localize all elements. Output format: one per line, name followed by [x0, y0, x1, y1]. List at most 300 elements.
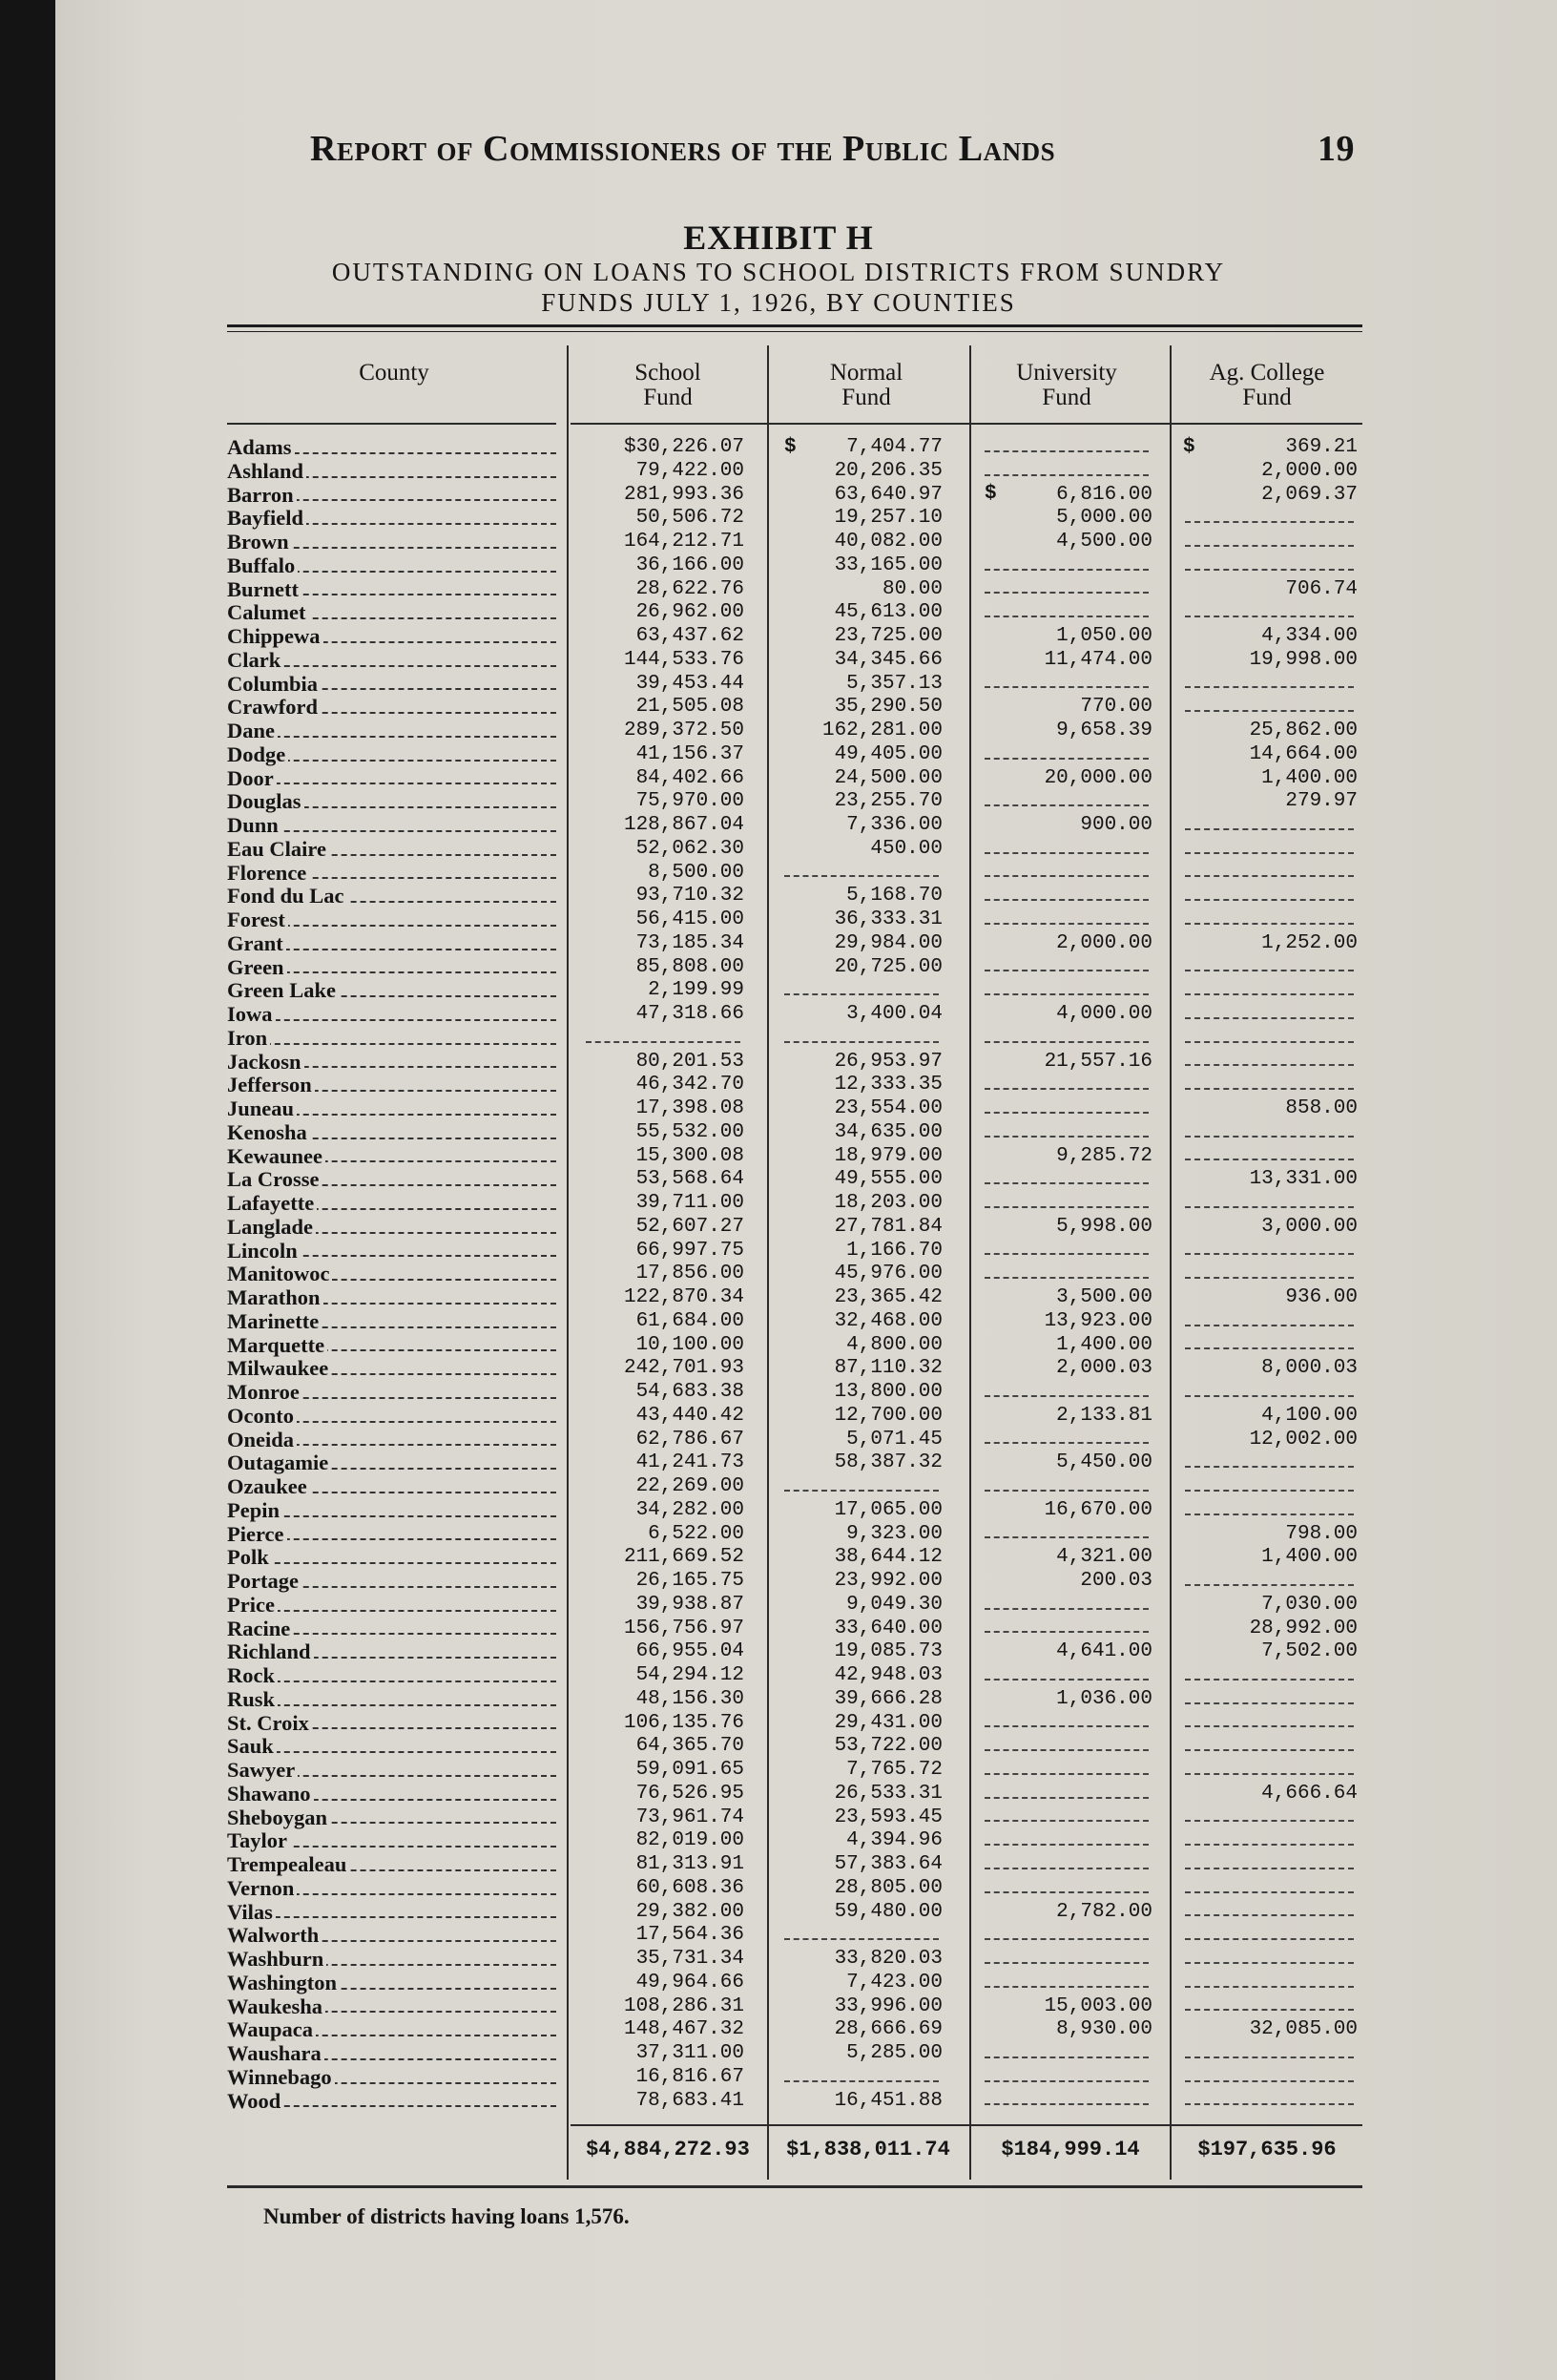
- normal-fund-cell: 5,285.00: [846, 2042, 943, 2064]
- university-fund-cell: [981, 1097, 1152, 1121]
- normal-fund-cell: 32,468.00: [834, 1309, 943, 1332]
- university-fund-cell: 4,321.00: [1056, 1546, 1152, 1569]
- normal-fund-cell: 80.00: [882, 577, 943, 600]
- table-row: [227, 2066, 1362, 2090]
- normal-fund-cell: 28,666.69: [834, 2018, 943, 2041]
- school-fund-cell: 28,622.76: [635, 577, 744, 600]
- county-cell: [227, 1618, 556, 1641]
- university-fund-cell: [981, 1594, 1152, 1618]
- table-row: [227, 908, 1362, 932]
- agcollege-fund-cell: [1181, 1806, 1358, 1830]
- agcollege-fund-cell: [1181, 1995, 1358, 2019]
- total-agcollege: $197,635.96: [1197, 2138, 1337, 2161]
- normal-fund-cell: 20,725.00: [834, 955, 943, 978]
- county-cell: [227, 1216, 556, 1240]
- table-row: [227, 1027, 1362, 1051]
- normal-fund-cell: 26,953.97: [834, 1050, 943, 1073]
- table-row: [227, 932, 1362, 956]
- table-row: [227, 1570, 1362, 1594]
- normal-fund-cell: 38,644.12: [834, 1546, 943, 1569]
- county-cell: [227, 484, 556, 508]
- table-row: [227, 1334, 1362, 1358]
- school-fund-cell: 63,437.62: [635, 625, 744, 647]
- school-fund-cell: $30,226.07: [623, 436, 744, 458]
- school-fund-cell: 76,526.95: [635, 1782, 744, 1805]
- table-row: [227, 1499, 1362, 1523]
- running-head: [310, 128, 1355, 176]
- agcollege-fund-cell: [1181, 956, 1358, 980]
- county-name: Door: [227, 767, 277, 790]
- university-fund-cell: [981, 1618, 1152, 1641]
- normal-fund-cell: 4,800.00: [846, 1333, 943, 1356]
- county-cell: [227, 1381, 556, 1405]
- county-name: Outagamie: [227, 1451, 331, 1474]
- normal-fund-cell: 42,948.03: [834, 1664, 943, 1686]
- table-row: [227, 1145, 1362, 1169]
- county-cell: [227, 1145, 556, 1169]
- county-name: Waupaca: [227, 2018, 316, 2041]
- normal-fund-cell: 162,281.00: [821, 720, 943, 741]
- university-fund-cell: [981, 1972, 1152, 1995]
- header-normal: [771, 361, 962, 410]
- county-name: Jackosn: [227, 1051, 304, 1074]
- university-fund-cell: 1,400.00: [1056, 1333, 1152, 1356]
- school-fund-cell: 80,201.53: [635, 1050, 744, 1073]
- normal-fund-cell: 5,357.13: [846, 672, 943, 695]
- normal-fund-cell: 36,333.31: [834, 908, 943, 930]
- agcollege-fund-cell: 25,862.00: [1249, 720, 1358, 741]
- county-cell: [227, 1357, 556, 1381]
- county-cell: [227, 649, 556, 673]
- county-cell: [227, 1074, 556, 1097]
- county-name: Adams: [227, 436, 295, 459]
- county-name: Trempealeau: [227, 1853, 349, 1876]
- school-fund-cell: 17,856.00: [635, 1263, 744, 1285]
- university-fund-cell: [981, 790, 1152, 814]
- agcollege-fund-cell: 936.00: [1285, 1286, 1358, 1308]
- total-normal: $1,838,011.74: [786, 2138, 950, 2161]
- university-fund-cell: 770.00: [1080, 696, 1152, 719]
- school-fund-cell: 59,091.65: [635, 1759, 744, 1781]
- county-name: Rusk: [227, 1688, 278, 1711]
- table-row: [227, 1759, 1362, 1783]
- school-fund-cell: 35,731.34: [635, 1948, 744, 1970]
- table-row: [227, 1121, 1362, 1145]
- county-cell: [227, 460, 556, 484]
- county-name: Ozaukee: [227, 1475, 310, 1498]
- university-fund-cell: [981, 601, 1152, 625]
- county-name: Marathon: [227, 1286, 323, 1309]
- table-row: [227, 1381, 1362, 1405]
- county-name: Waushara: [227, 2042, 324, 2065]
- table-row: [227, 484, 1362, 508]
- county-table-body: [227, 436, 1362, 2113]
- school-fund-cell: 66,997.75: [635, 1239, 744, 1262]
- university-fund-cell: 2,000.03: [1056, 1357, 1152, 1380]
- county-name: Pepin: [227, 1499, 282, 1522]
- county-cell: [227, 885, 556, 908]
- table-row: [227, 1240, 1362, 1263]
- agcollege-fund-cell: 858.00: [1285, 1097, 1358, 1119]
- footnote: Number of districts having loans 1,576.: [263, 2204, 630, 2228]
- normal-fund-cell: 7,423.00: [846, 1971, 943, 1994]
- table-row: [227, 1618, 1362, 1641]
- normal-fund-cell: [780, 1924, 943, 1948]
- school-fund-cell: 108,286.31: [623, 1994, 744, 2017]
- agcollege-fund-cell: 32,085.00: [1249, 2018, 1358, 2041]
- school-fund-cell: 22,269.00: [635, 1475, 744, 1497]
- normal-fund-cell: 23,554.00: [834, 1097, 943, 1119]
- university-fund-cell: [981, 1121, 1152, 1145]
- county-cell: [227, 1003, 556, 1027]
- school-fund-cell: 8,500.00: [648, 861, 744, 884]
- table-row: [227, 956, 1362, 980]
- school-fund-cell: 122,870.34: [623, 1286, 744, 1308]
- county-name: Manitowoc: [227, 1263, 332, 1285]
- agcollege-fund-cell: 4,334.00: [1261, 625, 1358, 647]
- normal-fund-cell: 45,613.00: [834, 601, 943, 624]
- university-fund-cell: 4,641.00: [1056, 1640, 1152, 1663]
- agcollege-fund-cell: 369.21: [1285, 436, 1358, 458]
- agcollege-fund-cell: [1181, 1712, 1358, 1736]
- school-fund-cell: 60,608.36: [635, 1876, 744, 1899]
- agcollege-fund-cell: [1181, 696, 1358, 720]
- table-row: [227, 1806, 1362, 1830]
- exhibit-title: EXHIBIT H: [683, 219, 874, 257]
- agcollege-fund-cell: [1181, 1263, 1358, 1286]
- table-row: [227, 1263, 1362, 1286]
- table-row: [227, 979, 1362, 1003]
- county-cell: [227, 1546, 556, 1570]
- header-agcollege: [1172, 361, 1362, 410]
- table-row: [227, 1168, 1362, 1192]
- header-agcollege-line1: Ag. College: [1209, 360, 1325, 386]
- agcollege-fund-cell: 8,000.03: [1261, 1357, 1358, 1380]
- table-row: [227, 1924, 1362, 1948]
- county-cell: [227, 578, 556, 602]
- agcollege-fund-cell: 13,331.00: [1249, 1168, 1358, 1191]
- university-fund-cell: [981, 1027, 1152, 1051]
- normal-fund-cell: 27,781.84: [834, 1215, 943, 1238]
- school-fund-cell: 55,532.00: [635, 1120, 744, 1143]
- normal-fund-cell: 12,333.35: [834, 1074, 943, 1096]
- university-fund-cell: 16,670.00: [1044, 1498, 1152, 1521]
- county-cell: [227, 932, 556, 956]
- agcollege-fund-cell: [1181, 1145, 1358, 1169]
- county-name: Florence: [227, 862, 309, 885]
- county-name: Kenosha: [227, 1121, 310, 1144]
- normal-fund-cell: 23,725.00: [834, 625, 943, 647]
- agcollege-fund-cell: 706.74: [1285, 577, 1358, 600]
- agcollege-fund-cell: [1181, 2090, 1358, 2114]
- county-cell: [227, 979, 556, 1003]
- table-row: [227, 1097, 1362, 1121]
- table-row: [227, 1546, 1362, 1570]
- county-cell: [227, 1640, 556, 1664]
- agcollege-fund-cell: [1181, 1381, 1358, 1405]
- school-fund-cell: 50,506.72: [635, 507, 744, 530]
- university-fund-cell: 13,923.00: [1044, 1309, 1152, 1332]
- county-cell: [227, 743, 556, 767]
- county-name: Walworth: [227, 1924, 322, 1947]
- county-cell: [227, 862, 556, 886]
- school-fund-cell: 39,711.00: [635, 1192, 744, 1214]
- normal-fund-cell: 34,345.66: [834, 648, 943, 671]
- agcollege-fund-cell: [1181, 1901, 1358, 1925]
- county-cell: [227, 814, 556, 838]
- school-fund-cell: 46,342.70: [635, 1074, 744, 1096]
- agcollege-fund-cell: [1181, 1735, 1358, 1759]
- normal-fund-cell: 13,800.00: [834, 1381, 943, 1403]
- county-cell: [227, 1405, 556, 1429]
- table-row: [227, 1877, 1362, 1901]
- agcollege-fund-cell: [1181, 1877, 1358, 1901]
- normal-fund-cell: 49,555.00: [834, 1168, 943, 1191]
- county-name: Vernon: [227, 1877, 297, 1900]
- table-row: [227, 673, 1362, 697]
- table-row: [227, 554, 1362, 578]
- normal-fund-cell: 4,394.96: [846, 1829, 943, 1852]
- dollar-sign-normal: $: [784, 436, 797, 458]
- county-name: Marinette: [227, 1310, 322, 1333]
- school-fund-cell: 41,156.37: [635, 742, 744, 765]
- county-name: Jefferson: [227, 1074, 315, 1096]
- agcollege-fund-cell: [1181, 1972, 1358, 1995]
- table-row: [227, 862, 1362, 886]
- normal-fund-cell: 450.00: [870, 837, 943, 860]
- school-fund-cell: 106,135.76: [623, 1711, 744, 1734]
- university-fund-cell: 5,450.00: [1056, 1451, 1152, 1474]
- school-fund-cell: 78,683.41: [635, 2089, 744, 2112]
- university-fund-cell: 900.00: [1080, 814, 1152, 836]
- agcollege-fund-cell: [1181, 1003, 1358, 1027]
- county-cell: [227, 790, 556, 814]
- normal-fund-cell: 23,593.45: [834, 1806, 943, 1828]
- normal-fund-cell: 33,640.00: [834, 1617, 943, 1639]
- table-row: [227, 838, 1362, 862]
- county-cell: [227, 1995, 556, 2019]
- county-name: Dodge: [227, 743, 288, 766]
- normal-fund-cell: [780, 1027, 943, 1051]
- normal-fund-cell: 53,722.00: [834, 1735, 943, 1758]
- county-cell: [227, 1688, 556, 1712]
- agcollege-fund-cell: [1181, 1051, 1358, 1075]
- school-fund-cell: 36,166.00: [635, 553, 744, 576]
- school-fund-cell: 281,993.36: [623, 483, 744, 506]
- university-fund-cell: [981, 673, 1152, 697]
- university-fund-cell: [981, 956, 1152, 980]
- county-cell: [227, 673, 556, 697]
- county-name: Crawford: [227, 696, 321, 719]
- agcollege-fund-cell: 19,998.00: [1249, 648, 1358, 671]
- school-fund-cell: 128,867.04: [623, 814, 744, 836]
- county-name: Chippewa: [227, 625, 323, 648]
- university-fund-cell: 200.03: [1080, 1570, 1152, 1592]
- agcollege-fund-cell: [1181, 1948, 1358, 1972]
- university-fund-cell: [981, 2066, 1152, 2090]
- county-cell: [227, 1097, 556, 1121]
- county-name: Price: [227, 1594, 278, 1617]
- county-cell: [227, 1759, 556, 1783]
- school-fund-cell: 73,961.74: [635, 1806, 744, 1828]
- agcollege-fund-cell: 7,030.00: [1261, 1593, 1358, 1616]
- table-row: [227, 1357, 1362, 1381]
- county-name: Dunn: [227, 814, 281, 837]
- normal-fund-cell: 9,049.30: [846, 1593, 943, 1616]
- university-fund-cell: [981, 1735, 1152, 1759]
- school-fund-cell: 43,440.42: [635, 1404, 744, 1427]
- agcollege-fund-cell: [1181, 1570, 1358, 1594]
- agcollege-fund-cell: [1181, 1475, 1358, 1499]
- normal-fund-cell: 87,110.32: [834, 1357, 943, 1380]
- normal-fund-cell: 17,065.00: [834, 1498, 943, 1521]
- normal-fund-cell: [780, 2066, 943, 2090]
- county-cell: [227, 1948, 556, 1972]
- agcollege-fund-cell: [1181, 1451, 1358, 1475]
- county-name: Brown: [227, 531, 292, 553]
- county-name: Vilas: [227, 1901, 276, 1924]
- normal-fund-cell: 12,700.00: [834, 1404, 943, 1427]
- school-fund-cell: 56,415.00: [635, 908, 744, 930]
- agcollege-fund-cell: [1181, 1310, 1358, 1334]
- header-school-line1: School: [634, 360, 701, 386]
- university-fund-cell: 8,930.00: [1056, 2018, 1152, 2041]
- school-fund-cell: 289,372.50: [623, 720, 744, 741]
- agcollege-fund-cell: [1181, 1688, 1358, 1712]
- county-name: Juneau: [227, 1097, 297, 1120]
- county-cell: [227, 1121, 556, 1145]
- normal-fund-cell: 23,255.70: [834, 790, 943, 813]
- dollar-sign-agcollege: $: [1183, 436, 1195, 458]
- table-row: [227, 1405, 1362, 1429]
- normal-fund-cell: 20,206.35: [834, 459, 943, 482]
- county-name: Grant: [227, 932, 286, 955]
- university-fund-cell: [981, 1523, 1152, 1547]
- county-name: Sheboygan: [227, 1806, 330, 1829]
- table-row: [227, 743, 1362, 767]
- school-fund-cell: 37,311.00: [635, 2042, 744, 2064]
- county-cell: [227, 554, 556, 578]
- county-cell: [227, 1451, 556, 1475]
- school-fund-cell: 48,156.30: [635, 1687, 744, 1710]
- county-cell: [227, 1594, 556, 1618]
- county-cell: [227, 1168, 556, 1192]
- agcollege-fund-cell: [1181, 1499, 1358, 1523]
- university-fund-cell: [981, 1948, 1152, 1972]
- normal-fund-cell: 26,533.31: [834, 1782, 943, 1805]
- normal-fund-cell: 59,480.00: [834, 1900, 943, 1923]
- county-name: Clark: [227, 649, 283, 672]
- table-top-rule: [227, 324, 1362, 327]
- county-cell: [227, 696, 556, 720]
- school-fund-cell: 17,398.08: [635, 1097, 744, 1119]
- county-name: Eau Claire: [227, 838, 329, 861]
- county-cell: [227, 1499, 556, 1523]
- school-fund-cell: 73,185.34: [635, 931, 744, 954]
- university-fund-cell: [981, 1924, 1152, 1948]
- county-name: Winnebago: [227, 2066, 335, 2089]
- county-name: Washburn: [227, 1948, 326, 1971]
- county-name: Sawyer: [227, 1759, 298, 1782]
- school-fund-cell: 47,318.66: [635, 1003, 744, 1025]
- table-row: [227, 814, 1362, 838]
- normal-fund-cell: 39,666.28: [834, 1687, 943, 1710]
- table-row: [227, 1286, 1362, 1310]
- header-university: [971, 361, 1162, 410]
- table-row: [227, 790, 1362, 814]
- table-row: [227, 885, 1362, 908]
- header-school-line2: Fund: [643, 385, 693, 410]
- agcollege-fund-cell: [1181, 531, 1358, 554]
- school-fund-cell: 52,607.27: [635, 1215, 744, 1238]
- table-row: [227, 601, 1362, 625]
- county-name: Barron: [227, 484, 297, 507]
- university-fund-cell: [981, 2042, 1152, 2066]
- county-name: Fond du Lac: [227, 885, 347, 908]
- school-fund-cell: 242,701.93: [623, 1357, 744, 1380]
- table-row: [227, 1640, 1362, 1664]
- normal-fund-cell: 49,405.00: [834, 742, 943, 765]
- school-fund-cell: 29,382.00: [635, 1900, 744, 1923]
- university-fund-cell: 2,782.00: [1056, 1900, 1152, 1923]
- county-cell: [227, 1429, 556, 1452]
- agcollege-fund-cell: [1181, 1759, 1358, 1783]
- table-row: [227, 1074, 1362, 1097]
- header-school: [572, 361, 763, 410]
- agcollege-fund-cell: 12,002.00: [1249, 1428, 1358, 1451]
- normal-fund-cell: [780, 862, 943, 886]
- county-name: Langlade: [227, 1216, 316, 1239]
- agcollege-fund-cell: [1181, 1121, 1358, 1145]
- county-name: Rock: [227, 1664, 278, 1687]
- agcollege-fund-cell: 1,252.00: [1261, 931, 1358, 954]
- table-row: [227, 1948, 1362, 1972]
- county-cell: [227, 1853, 556, 1877]
- county-name: Wood: [227, 2090, 283, 2113]
- table-row: [227, 578, 1362, 602]
- university-fund-cell: 1,050.00: [1056, 625, 1152, 647]
- county-name: Lafayette: [227, 1192, 317, 1215]
- totals-rule: [571, 2124, 1362, 2126]
- county-cell: [227, 956, 556, 980]
- university-fund-cell: [981, 885, 1152, 908]
- school-fund-cell: 64,365.70: [635, 1735, 744, 1758]
- agcollege-fund-cell: [1181, 1924, 1358, 1948]
- agcollege-fund-cell: 14,664.00: [1249, 742, 1358, 765]
- county-cell: [227, 1829, 556, 1853]
- normal-fund-cell: 5,071.45: [846, 1428, 943, 1451]
- normal-fund-cell: 29,984.00: [834, 931, 943, 954]
- agcollege-fund-cell: [1181, 507, 1358, 531]
- school-fund-cell: 62,786.67: [635, 1428, 744, 1451]
- agcollege-fund-cell: [1181, 1853, 1358, 1877]
- county-name: Dane: [227, 720, 278, 742]
- county-cell: [227, 1240, 556, 1263]
- table-row: [227, 1664, 1362, 1688]
- school-fund-cell: 41,241.73: [635, 1451, 744, 1474]
- table-row: [227, 531, 1362, 554]
- county-name: Iron: [227, 1027, 270, 1050]
- county-name: Oneida: [227, 1429, 297, 1451]
- county-cell: [227, 1924, 556, 1948]
- university-fund-cell: [981, 1240, 1152, 1263]
- normal-fund-cell: 19,257.10: [834, 507, 943, 530]
- university-fund-cell: [981, 554, 1152, 578]
- exhibit-subtitle-line2: FUNDS JULY 1, 1926, BY COUNTIES: [541, 288, 1016, 317]
- header-university-line1: University: [1016, 360, 1117, 386]
- agcollege-fund-cell: 4,666.64: [1261, 1782, 1358, 1805]
- county-name: Burnett: [227, 578, 301, 601]
